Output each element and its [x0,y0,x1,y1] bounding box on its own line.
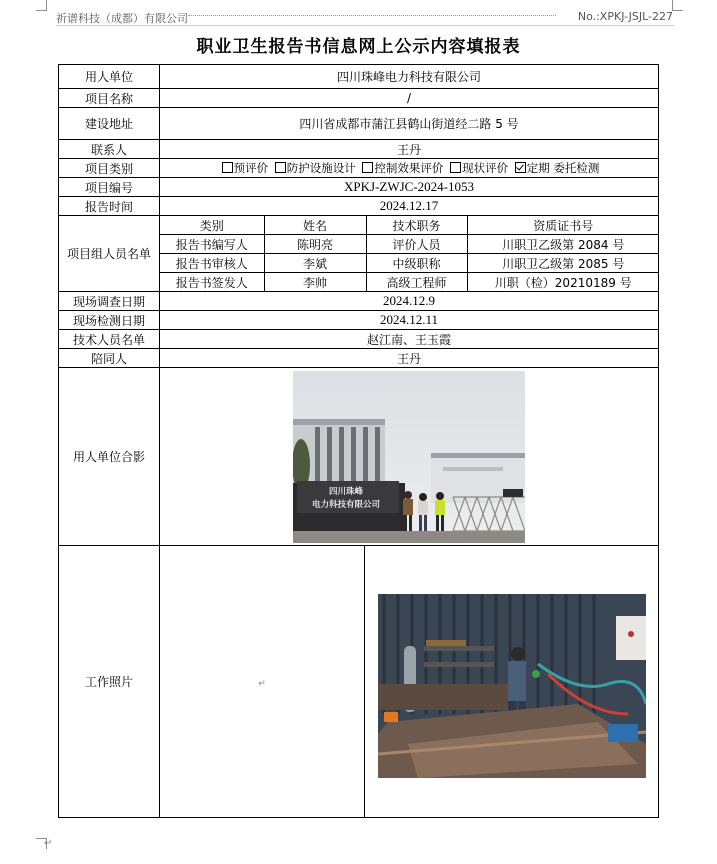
member-title[interactable]: 中级职称 [366,254,467,273]
row-employer [59,65,659,89]
row-technicians [59,330,659,349]
member-role[interactable]: 报告书签发人 [160,273,264,292]
member-name[interactable]: 陈明亮 [264,235,366,254]
project-name-value[interactable]: / [160,89,659,108]
type-option-status-assessment[interactable]: 现状评价 [447,161,508,175]
row-project-no [59,178,659,197]
survey-date-value[interactable]: 2024.12.9 [160,292,659,311]
team-label: 项目组人员名单 [59,216,160,292]
contact-label: 联系人 [59,140,160,159]
row-contact [59,140,659,159]
work-photo-left-cell[interactable] [160,546,365,818]
member-name[interactable]: 李斌 [264,254,366,273]
project-type-options [160,159,659,178]
project-no-value[interactable]: XPKJ-ZWJC-2024-1053 [160,178,659,197]
member-title[interactable]: 评价人员 [366,235,467,254]
type-option-preassessment[interactable]: 预评价 [219,161,269,175]
sign-text: 四川珠峰 [328,486,364,497]
member-cert[interactable]: 川职卫乙级第 2084 号 [467,235,659,254]
group-photo-label: 用人单位合影 [59,368,160,546]
work-photo-label: 工作照片 [59,546,160,818]
employer-label: 用人单位 [59,65,160,89]
technicians-value[interactable]: 赵江南、王玉霞 [160,330,659,349]
checkbox-icon[interactable] [275,162,286,173]
project-type-label: 项目类别 [59,159,160,178]
member-role[interactable]: 报告书审核人 [160,254,264,273]
companion-value[interactable]: 王丹 [160,349,659,368]
detect-date-value[interactable]: 2024.12.11 [160,311,659,330]
employer-value[interactable]: 四川珠峰电力科技有限公司 [160,65,659,89]
member-name[interactable]: 李帅 [264,273,366,292]
member-cert[interactable]: 川职（检）20210189 号 [467,273,659,292]
type-option-control-effect[interactable]: 控制效果评价 [359,161,443,175]
header-company: 祈谱科技（成都）有限公司 [56,12,188,25]
type-option-protective-design[interactable]: 防护设施设计 [272,161,356,175]
sign-text: 电力科技有限公司 [311,499,381,510]
project-no-label: 项目编号 [59,178,160,197]
contact-value[interactable]: 王丹 [160,140,659,159]
header-doc-no: No.:XPKJ-JSJL-227 [577,10,673,23]
team-header-row [160,216,659,235]
address-label: 建设地址 [59,108,160,140]
header-dotted-leader [188,15,556,16]
checkbox-icon[interactable] [450,162,461,173]
team-member-row [160,235,659,254]
team-table [160,216,659,291]
member-title[interactable]: 高级工程师 [366,273,467,292]
row-group-photo [59,368,659,546]
report-time-label: 报告时间 [59,197,160,216]
survey-date-label: 现场调查日期 [59,292,160,311]
row-survey-date [59,292,659,311]
team-cell [160,216,659,292]
row-project-name [59,89,659,108]
member-cert[interactable]: 川职卫乙级第 2085 号 [467,254,659,273]
report-time-value[interactable]: 2024.12.17 [160,197,659,216]
page-corner-mark [36,0,47,11]
disclosure-form-table [58,64,659,818]
companion-label: 陪同人 [59,349,160,368]
work-photo-image[interactable] [378,594,646,778]
paragraph-mark-icon: ↵ [258,678,266,689]
project-name-label: 项目名称 [59,89,160,108]
team-header-name: 姓名 [264,216,366,235]
row-report-time [59,197,659,216]
technicians-label: 技术人员名单 [59,330,160,349]
row-address [59,108,659,140]
type-option-periodic-testing[interactable]: 定期 委托检测 [512,161,600,175]
team-header-title: 技术职务 [366,216,467,235]
page-title: 职业卫生报告书信息网上公示内容填报表 [196,37,521,57]
row-companion [59,349,659,368]
row-work-photo [59,546,659,818]
checkbox-icon[interactable] [362,162,373,173]
row-project-type [59,159,659,178]
address-value[interactable]: 四川省成都市蒲江县鹤山街道经二路 5 号 [160,108,659,140]
checkbox-checked-icon[interactable] [515,162,526,173]
detect-date-label: 现场检测日期 [59,311,160,330]
work-photo-right-cell [365,546,659,818]
checkbox-icon[interactable] [222,162,233,173]
team-header-role: 类别 [160,216,264,235]
team-member-row [160,254,659,273]
paragraph-mark-icon: ↵ [44,838,53,849]
group-photo-cell [160,368,659,546]
row-team [59,216,659,292]
team-member-row [160,273,659,292]
group-photo-image[interactable] [293,371,525,543]
team-header-cert: 资质证书号 [467,216,659,235]
row-detect-date [59,311,659,330]
header-rule [56,25,674,26]
member-role[interactable]: 报告书编写人 [160,235,264,254]
page-corner-mark [672,0,683,11]
